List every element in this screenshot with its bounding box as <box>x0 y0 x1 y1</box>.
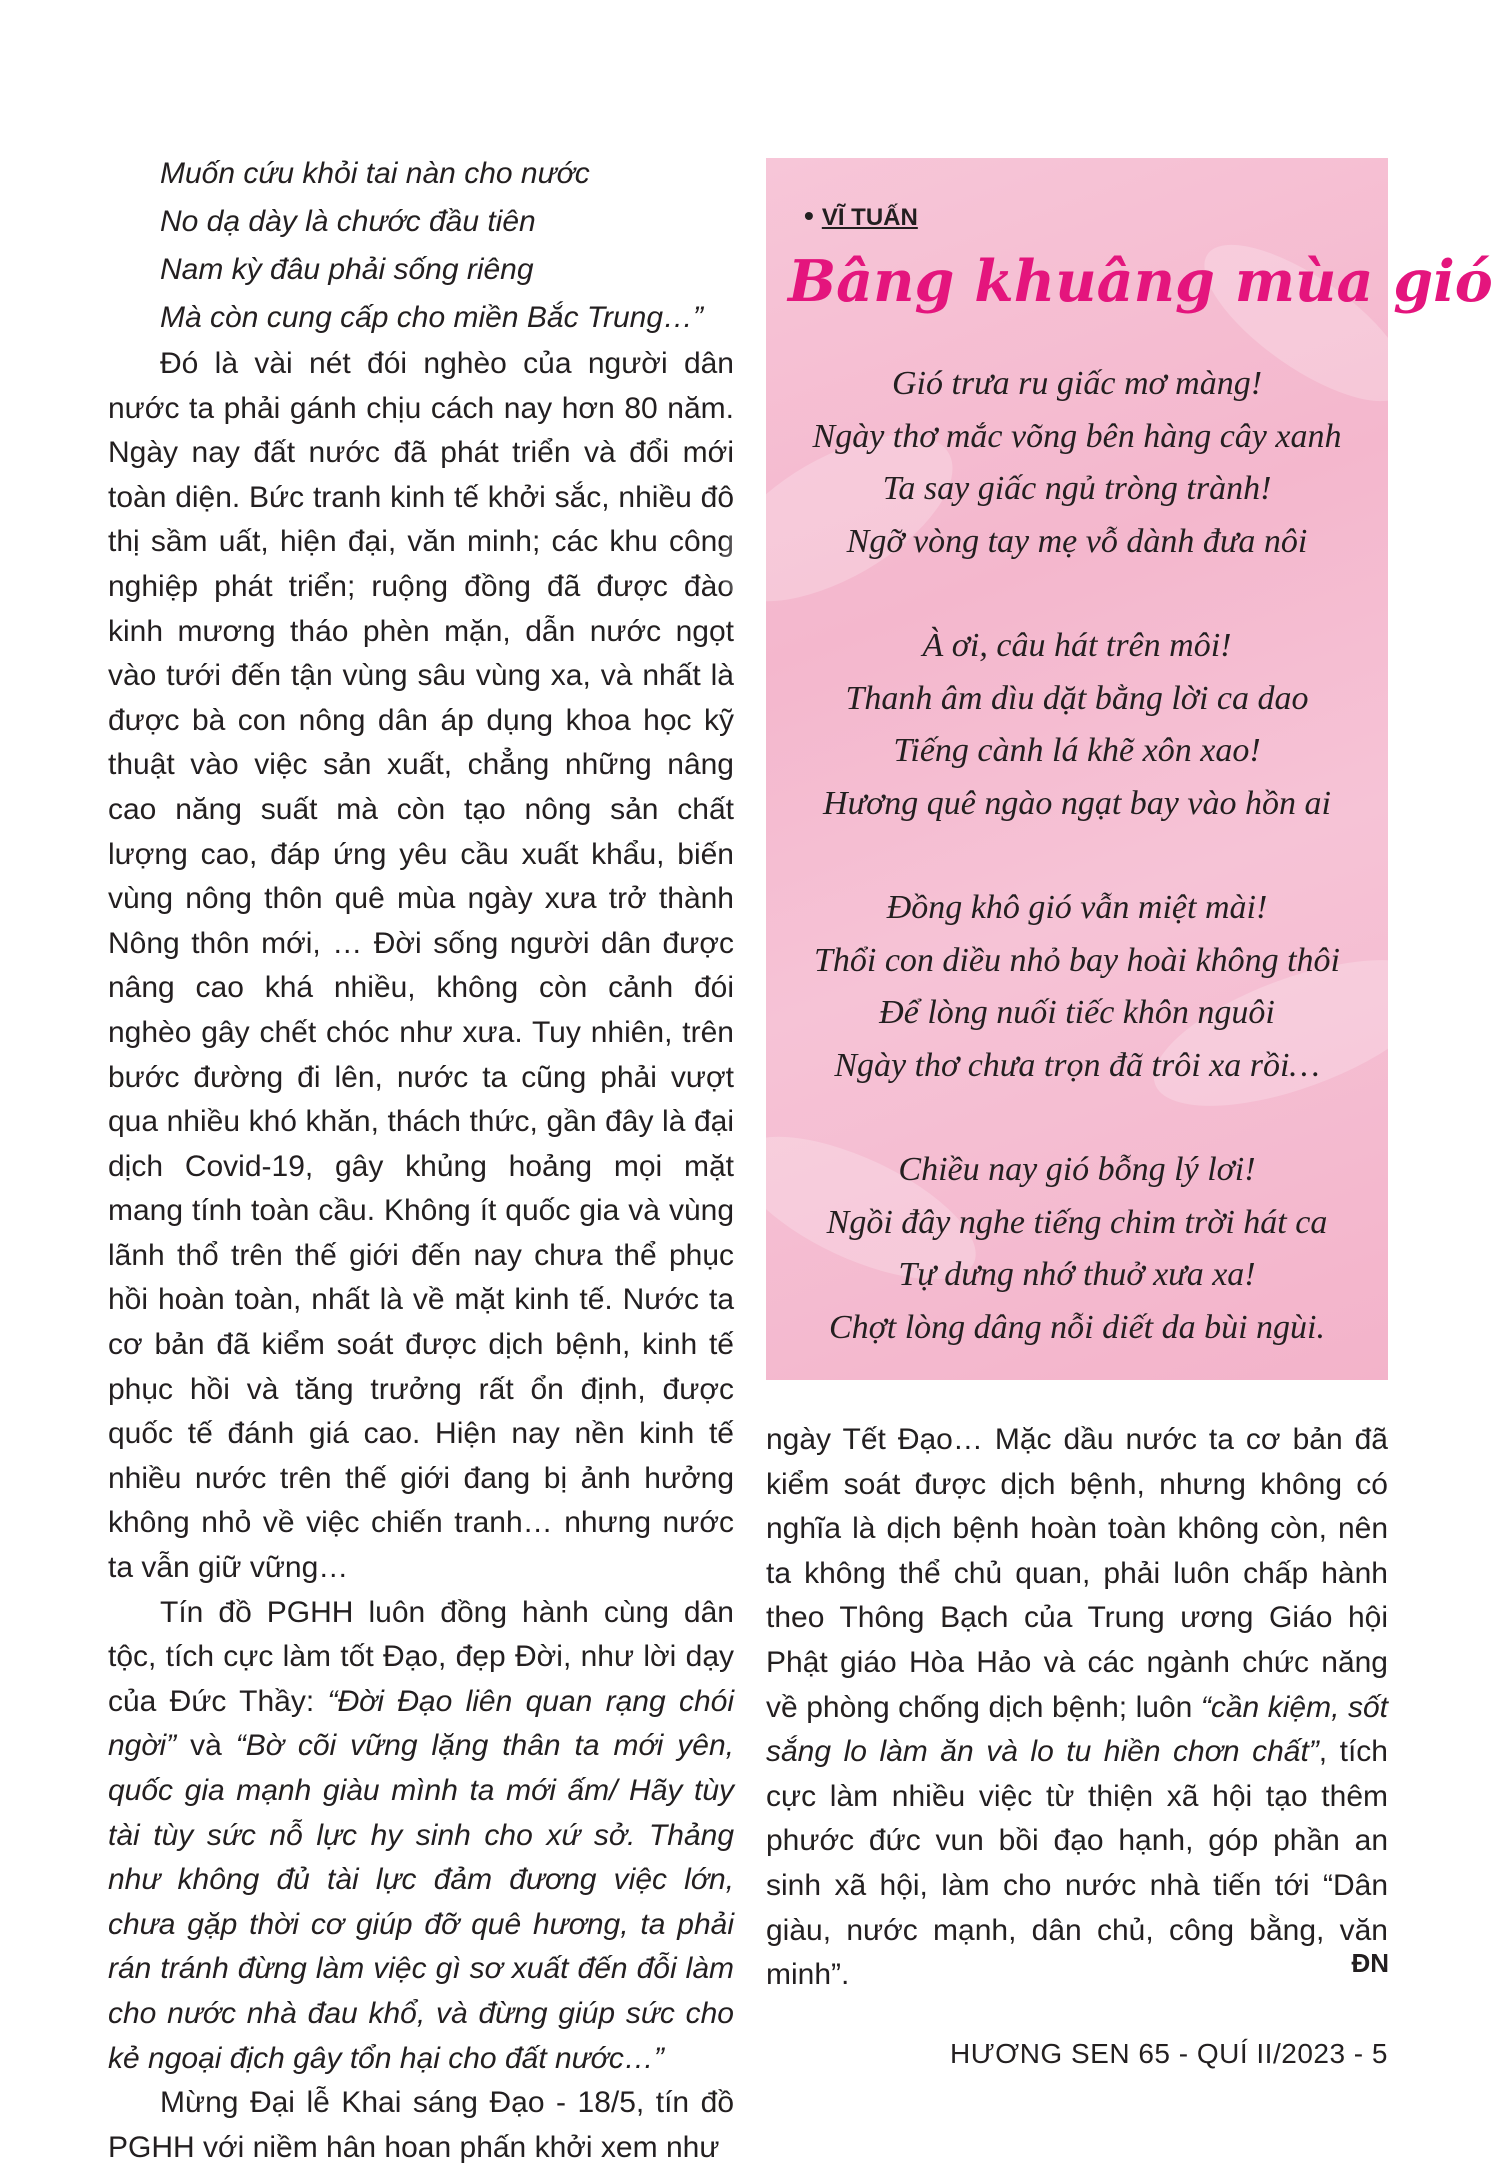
intro-verse-line: Mà còn cung cấp cho miền Bắc Trung…” <box>160 301 704 334</box>
body-text: Tín đồ PGHH luôn đồng hành cùng dân tộc, tích cực làm tốt Đạo, đẹp Đời, như lời dạy của Đức Thầy: <box>108 1595 734 1718</box>
body-text: Mừng Đại lễ Khai sáng Đạo - 18/5, tín đồ PGHH với niềm hân hoan phấn khởi xem như <box>108 2086 734 2164</box>
poem-box <box>766 158 1493 1380</box>
poem-line: À ơi, câu hát trên môi! <box>922 627 1232 664</box>
poem-line: Gió trưa ru giấc mơ màng! <box>891 365 1263 402</box>
poem-title: Bâng khuâng mùa gió <box>788 248 1493 315</box>
poem-stanza <box>766 620 1388 830</box>
right-body-paragraph <box>766 1418 1388 1998</box>
poem-stanza <box>766 1144 1388 1354</box>
body-text: , tích cực làm nhiều việc từ thiện xã hội tạo thêm phước đức vun bồi đạo hạnh, góp phần an sinh xã hội, làm cho nước nhà tiến tới “Dân giàu, nước mạnh, dân chủ, công bằng, văn minh”. <box>766 1735 1388 1992</box>
poem-line: Đồng khô gió vẫn miệt mài! <box>886 889 1268 926</box>
page-footer: HƯƠNG SEN 65 - QUÍ II/2023 - 5 <box>950 2038 1388 2069</box>
poem-line: Chợt lòng dâng nỗi diết da bùi ngùi. <box>828 1308 1326 1346</box>
intro-verse-line: Muốn cứu khỏi tai nàn cho nước <box>160 157 590 190</box>
poem-line: Tiếng cành lá khẽ xôn xao! <box>893 732 1261 769</box>
poem-line: Thổi con diều nhỏ bay hoài không thôi <box>813 941 1340 979</box>
poem-line: Ngày thơ chưa trọn đã trôi xa rồi… <box>834 1046 1320 1084</box>
body-paragraph <box>108 2081 734 2170</box>
body-paragraph <box>108 1591 734 2082</box>
quote-text: “Đời Đạo liên quan rạng chói ngời” <box>108 1684 734 1763</box>
poem-author: • VĨ TUẤN <box>804 200 918 231</box>
intro-verse <box>160 150 734 342</box>
intro-verse-line: No dạ dày là chước đầu tiên <box>160 205 536 238</box>
poem-stanza <box>766 882 1388 1092</box>
poem-line: Ta say giấc ngủ tròng trành! <box>882 470 1272 507</box>
poem-line: Ngồi đây nghe tiếng chim trời hát ca <box>826 1203 1328 1241</box>
body-paragraph <box>108 342 734 1591</box>
poem-author-name: VĨ TUẤN <box>821 204 918 231</box>
right-column <box>766 1418 1388 1998</box>
intro-verse-line: Nam kỳ đâu phải sống riêng <box>160 253 534 286</box>
poem-line: Hương quê ngào ngạt bay vào hồn ai <box>823 784 1331 822</box>
left-column <box>108 150 734 2170</box>
poem-stanzas <box>766 358 1388 1406</box>
body-text: và <box>176 1729 236 1763</box>
poem-stanza <box>766 358 1388 568</box>
poem-line: Chiều nay gió bỗng lý lơi! <box>898 1151 1256 1188</box>
poem-line: Để lòng nuối tiếc khôn nguôi <box>879 994 1275 1031</box>
left-body-text <box>108 342 734 2170</box>
poem-line: Ngỡ vòng tay mẹ vỗ dành đưa nôi <box>846 522 1308 560</box>
body-text: Đó là vài nét đói nghèo của người dân nước ta phải gánh chịu cách nay hơn 80 năm. Ngày nay đất nước đã phát triển và đổi mới toàn diện. Bức tranh kinh tế khởi sắc, nhiều đô thị sầm uất, hiện đại, văn minh; các khu công nghiệp phát triển; ruộng đồng đã được đào kinh mương tháo phèn mặn, dẫn nước ngọt vào tưới đến tận vùng sâu vùng xa, và nhất là được bà con nông dân áp dụng khoa học kỹ thuật vào việc sản xuất, chẳng những nâng cao năng suất mà còn tạo nông sản chất lượng cao, đáp ứng yêu cầu xuất khẩu, biến vùng nông thôn quê mùa ngày xưa trở thành Nông thôn mới, … Đời sống người dân được nâng cao khá nhiều, không còn cảnh đói nghèo gây chết chóc như xưa. Tuy nhiên, trên bước đường đi lên, nước ta cũng phải vượt qua nhiều khó khăn, thách thức, gần đây là đại dịch Covid-19, gây khủng hoảng mọi mặt mang tính toàn cầu. Không ít quốc gia và vùng lãnh thổ trên thế giới đến nay chưa thể phục hồi hoàn toàn, nhất là về mặt kinh tế. Nước ta cơ bản đã kiểm soát được dịch bệnh, kinh tế phục hồi và tăng trưởng rất ổn định, được quốc tế đánh giá cao. Hiện nay nền kinh tế nhiều nước trên thế giới đang bị ảnh hưởng không nhỏ về việc chiến tranh… nhưng nước ta vẫn giữ vững… <box>108 347 734 1585</box>
body-text: ngày Tết Đạo… Mặc dầu nước ta cơ bản đã kiểm soát được dịch bệnh, nhưng không có nghĩa là dịch bệnh hoàn toàn không còn, nên ta không thể chủ quan, phải luôn chấp hành theo Thông Bạch của Trung ương Giáo hội Phật giáo Hòa Hảo và các ngành chức năng về phòng chống dịch bệnh; luôn <box>766 1423 1388 1724</box>
poem-line: Ngày thơ mắc võng bên hàng cây xanh <box>812 417 1342 455</box>
poem-line: Tự dưng nhớ thuở xưa xa! <box>898 1256 1256 1293</box>
author-signature: ĐN <box>1351 1948 1389 1978</box>
quote-text: “Bờ cõi vững lặng thân ta mới yên, quốc gia mạnh giàu mình ta mới ấm/ Hãy tùy tài tùy sức nỗ lực hy sinh cho xứ sở. Thảng như không đủ tài lực đảm đương việc lớn, chưa gặp thời cơ giúp đỡ quê hương, ta phải rán tránh đừng làm việc gì sơ xuất đến đỗi làm cho nước nhà đau khổ, và đừng giúp sức cho kẻ ngoại địch gây tổn hại cho đất nước…” <box>108 1729 734 2075</box>
poem-line: Thanh âm dìu dặt bằng lời ca dao <box>845 679 1309 717</box>
quote-text: “cần kiệm, sốt sắng lo làm ăn và lo tu hiền chơn chất” <box>766 1690 1388 1769</box>
